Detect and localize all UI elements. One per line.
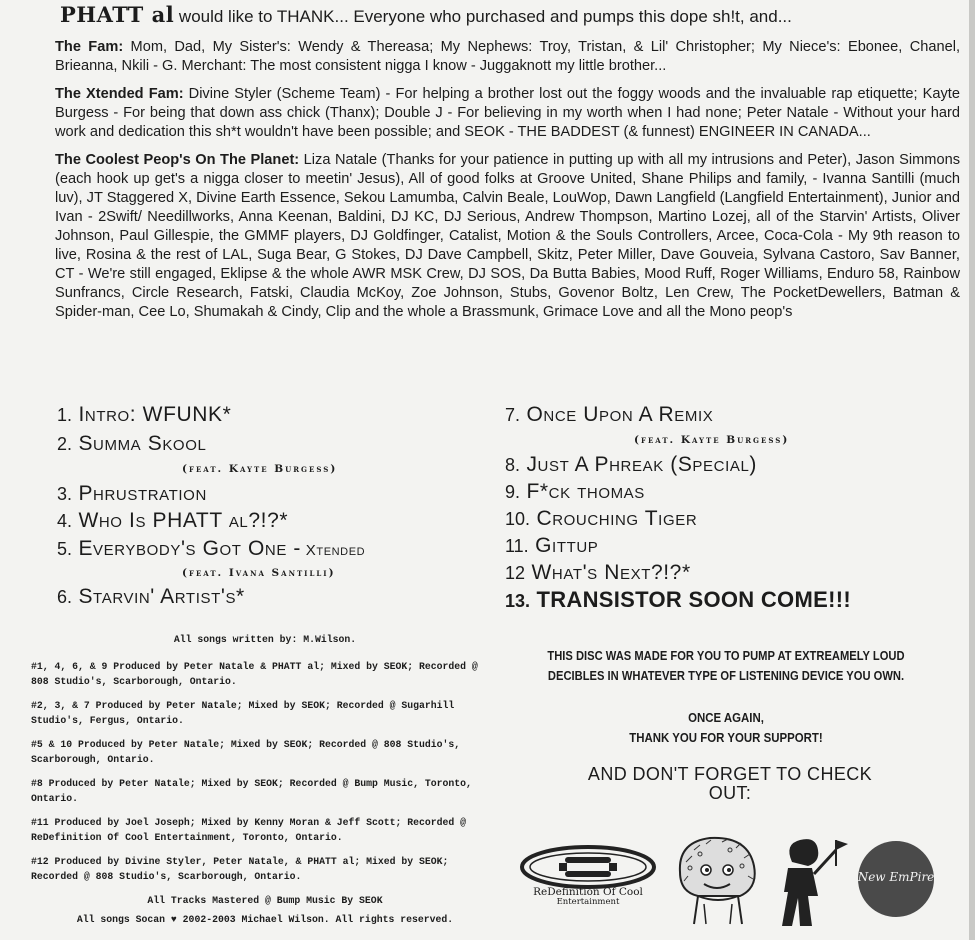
thanks-header <box>60 4 960 28</box>
mastered-by: All Tracks Mastered @ Bump Music By SEOK <box>147 895 383 906</box>
redefinition-logo-subtext: Entertainment <box>556 897 620 907</box>
track-1 <box>57 402 231 428</box>
track-2 <box>57 431 206 457</box>
track-title: Crouching Tiger <box>536 507 698 530</box>
credit-line: #11 Produced by Joel Joseph; Mixed by Kenny Moran & Jeff Scott; Recorded @ ReDefinition Of Cool Entertainment, Toronto, Ontario. <box>31 817 467 843</box>
track-5-feature: (feat. Ivana Santilli) <box>182 567 336 579</box>
copyright: All songs Socan ♥ 2002-2003 Michael Wilson. All rights reserved. <box>76 914 454 925</box>
written-by: All songs written by: M.Wilson. <box>173 634 357 645</box>
xtended-fam-text: Divine Styler (Scheme Team) - For helping a brother lost out the foggy woods and the invaluable rap etiquette; Kayte Burgess - For being that down ass chick (Thanx); Double J - For believing in my worth when I had none; Peter Natale - Without your hard work and dedication this sh*t wouldn't have been possible; and SEOK - THE BADDEST (& funnest) ENGINEER IN CANADA... <box>55 86 960 140</box>
new-empire-logo-text: New EmPire <box>857 870 935 884</box>
thanks-header-text: would like to THANK... Everyone who purchased and pumps this dope sh!t, and... <box>174 7 792 26</box>
track-7-feature: (feat. Kayte Burgess) <box>634 434 790 446</box>
track-title: Gittup <box>535 534 599 557</box>
fam-text: Mom, Dad, My Sister's: Wendy & Thereasa; My Nephews: Troy, Tristan, & Lil' Christopher; My Niece's: Ebonee, Chanel, Brieanna, Nkili - G. Merchant: The most consistent nigga I know - Juggaknott my little brother... <box>55 39 960 74</box>
redefinition-logo-text: ReDefinition Of Cool <box>533 886 643 898</box>
support-message-line: ONCE AGAIN, <box>688 710 764 725</box>
track-title: Phrustration <box>78 482 207 505</box>
track-5 <box>57 536 365 564</box>
support-message <box>615 708 837 748</box>
track-number: 11. <box>505 536 529 556</box>
redefinition-of-cool-logo <box>519 843 657 913</box>
track-3 <box>57 481 207 507</box>
check-out-line: OUT: <box>708 783 752 803</box>
track-title: What's Next?!?* <box>531 561 691 584</box>
track-title: Intro: WFUNK* <box>78 403 232 426</box>
track-title: Everybody's Got One - <box>78 537 301 560</box>
track-10 <box>505 506 697 532</box>
track-6 <box>57 584 245 610</box>
track-number: 1. <box>57 405 73 425</box>
track-number: 3. <box>57 484 73 504</box>
check-out-line: AND DON'T FORGET TO CHECK <box>587 764 873 784</box>
track-number: 5. <box>57 539 73 559</box>
track-11 <box>505 533 598 559</box>
track-number: 9. <box>505 482 521 502</box>
flag-figure-icon <box>778 836 848 928</box>
track-title: Once Upon A Remix <box>526 403 714 426</box>
track-12 <box>505 560 691 586</box>
fam-paragraph <box>55 38 960 76</box>
track-13 <box>505 587 851 614</box>
cartoon-character-icon <box>670 832 766 928</box>
track-number: 10. <box>505 509 531 529</box>
production-credits <box>31 632 499 927</box>
track-8 <box>505 452 757 478</box>
check-out-message <box>520 765 940 803</box>
support-message-line: THANK YOU FOR YOUR SUPPORT! <box>629 730 823 745</box>
coolest-peops-paragraph <box>55 151 960 322</box>
scan-edge <box>969 0 975 940</box>
track-number: 8. <box>505 455 521 475</box>
track-title: Starvin' Artist's* <box>78 585 245 608</box>
thanks-section <box>55 4 960 331</box>
artist-name: PHATT al <box>60 2 175 27</box>
track-number: 12 <box>505 563 526 583</box>
track-title-suffix: Xtended <box>301 542 366 559</box>
track-number: 4. <box>57 511 73 531</box>
credit-line: #5 & 10 Produced by Peter Natale; Mixed by SEOK; Recorded @ 808 Studio's, Scarborough, Ontario. <box>31 739 461 765</box>
credit-line: #8 Produced by Peter Natale; Mixed by SEOK; Recorded @ Bump Music, Toronto, Ontario. <box>31 778 472 804</box>
track-number: 13. <box>505 591 531 611</box>
credit-line: #2, 3, & 7 Produced by Peter Natale; Mixed by SEOK; Recorded @ Sugarhill Studio's, Fergus, Ontario. <box>31 700 455 726</box>
track-title: Who Is PHATT al?!?* <box>78 509 289 532</box>
track-title: Just A Phreak (Special) <box>526 453 757 476</box>
track-9 <box>505 479 645 505</box>
track-4 <box>57 508 288 534</box>
track-title: TRANSISTOR SOON COME!!! <box>536 587 851 612</box>
credit-line: #12 Produced by Divine Styler, Peter Natale, & PHATT al; Mixed by SEOK; Recorded @ 808 Studio's, Scarborough, Ontario. <box>31 856 449 882</box>
pump-message-line: DECIBLES IN WHATEVER TYPE OF LISTENING DEVICE YOU OWN. <box>547 668 905 683</box>
pump-message-line: THIS DISC WAS MADE FOR YOU TO PUMP AT EXTREAMELY LOUD <box>547 648 905 663</box>
track-title: F*ck thomas <box>526 480 645 503</box>
xtended-fam-label: The Xtended Fam: <box>55 86 184 102</box>
track-title: Summa Skool <box>78 432 207 455</box>
fam-label: The Fam: <box>55 39 124 55</box>
coolest-peops-label: The Coolest Peop's On The Planet: <box>55 152 300 168</box>
flag-figure-logo <box>778 836 848 928</box>
pump-message <box>532 646 921 686</box>
cartoon-character-logo <box>670 832 766 928</box>
new-empire-logo <box>857 840 935 918</box>
credit-line: #1, 4, 6, & 9 Produced by Peter Natale & PHATT al; Mixed by SEOK; Recorded @ 808 Studio's, Scarborough, Ontario. <box>31 661 478 687</box>
track-number: 7. <box>505 405 521 425</box>
track-number: 2. <box>57 434 73 454</box>
track-number: 6. <box>57 587 73 607</box>
xtended-fam-paragraph <box>55 85 960 142</box>
coolest-peops-text: Liza Natale (Thanks for your patience in putting up with all my intrusions and Peter), Jason Simmons (each hook up get's a nigga closer to meetin' Jesus), All of good folks at Groove United, Shane Philips and family, - Ivanna Santilli (much luv), JT Staggered X, Divine Earth Essence, Sekou Lamumba, Calvin Beale, LouWop, Dawn Langfield (Langfield Entertainment), Junior and Ivan - 2Swift/ Needillworks, Anna Keenan, Baldini, DJ KC, DJ Serious, Andrew Thompson, Martino Lozej, all of the Starvin' Artists, Oliver Johnson, Paul Gillespie, the GMMF players, DJ Goldfinger, Catalist, Motion & the Souls Controllers, Arcee, Coca-Cola - My 9th reason to live, Rosina & the rest of LAL, Suga Bear, G Stokes, DJ Dave Campbell, Skitz, Peter Miller, Dave Gouveia, Sylvana Castoro, Sav Banner, CT - We're still engaged, Eklipse & the whole AWR MSK Crew, DJ SOS, Da Butta Babies, Mood Ruff, Roger Williams, Enduro 58, Rainbow Sunfrancs, Circle Research, Fatski, Claudia McKoy, Zoe Johnson, Stubs, Govenor Boltz, Len Crew, The PocketDewellers, Batman & Spider-man, Cee Lo, Shumakah & Cindy, Clip and the whole a Brassmunk, Grimace Love and all the Mono peop's <box>55 152 960 320</box>
track-2-feature: (feat. Kayte Burgess) <box>182 463 338 475</box>
track-7 <box>505 402 713 428</box>
